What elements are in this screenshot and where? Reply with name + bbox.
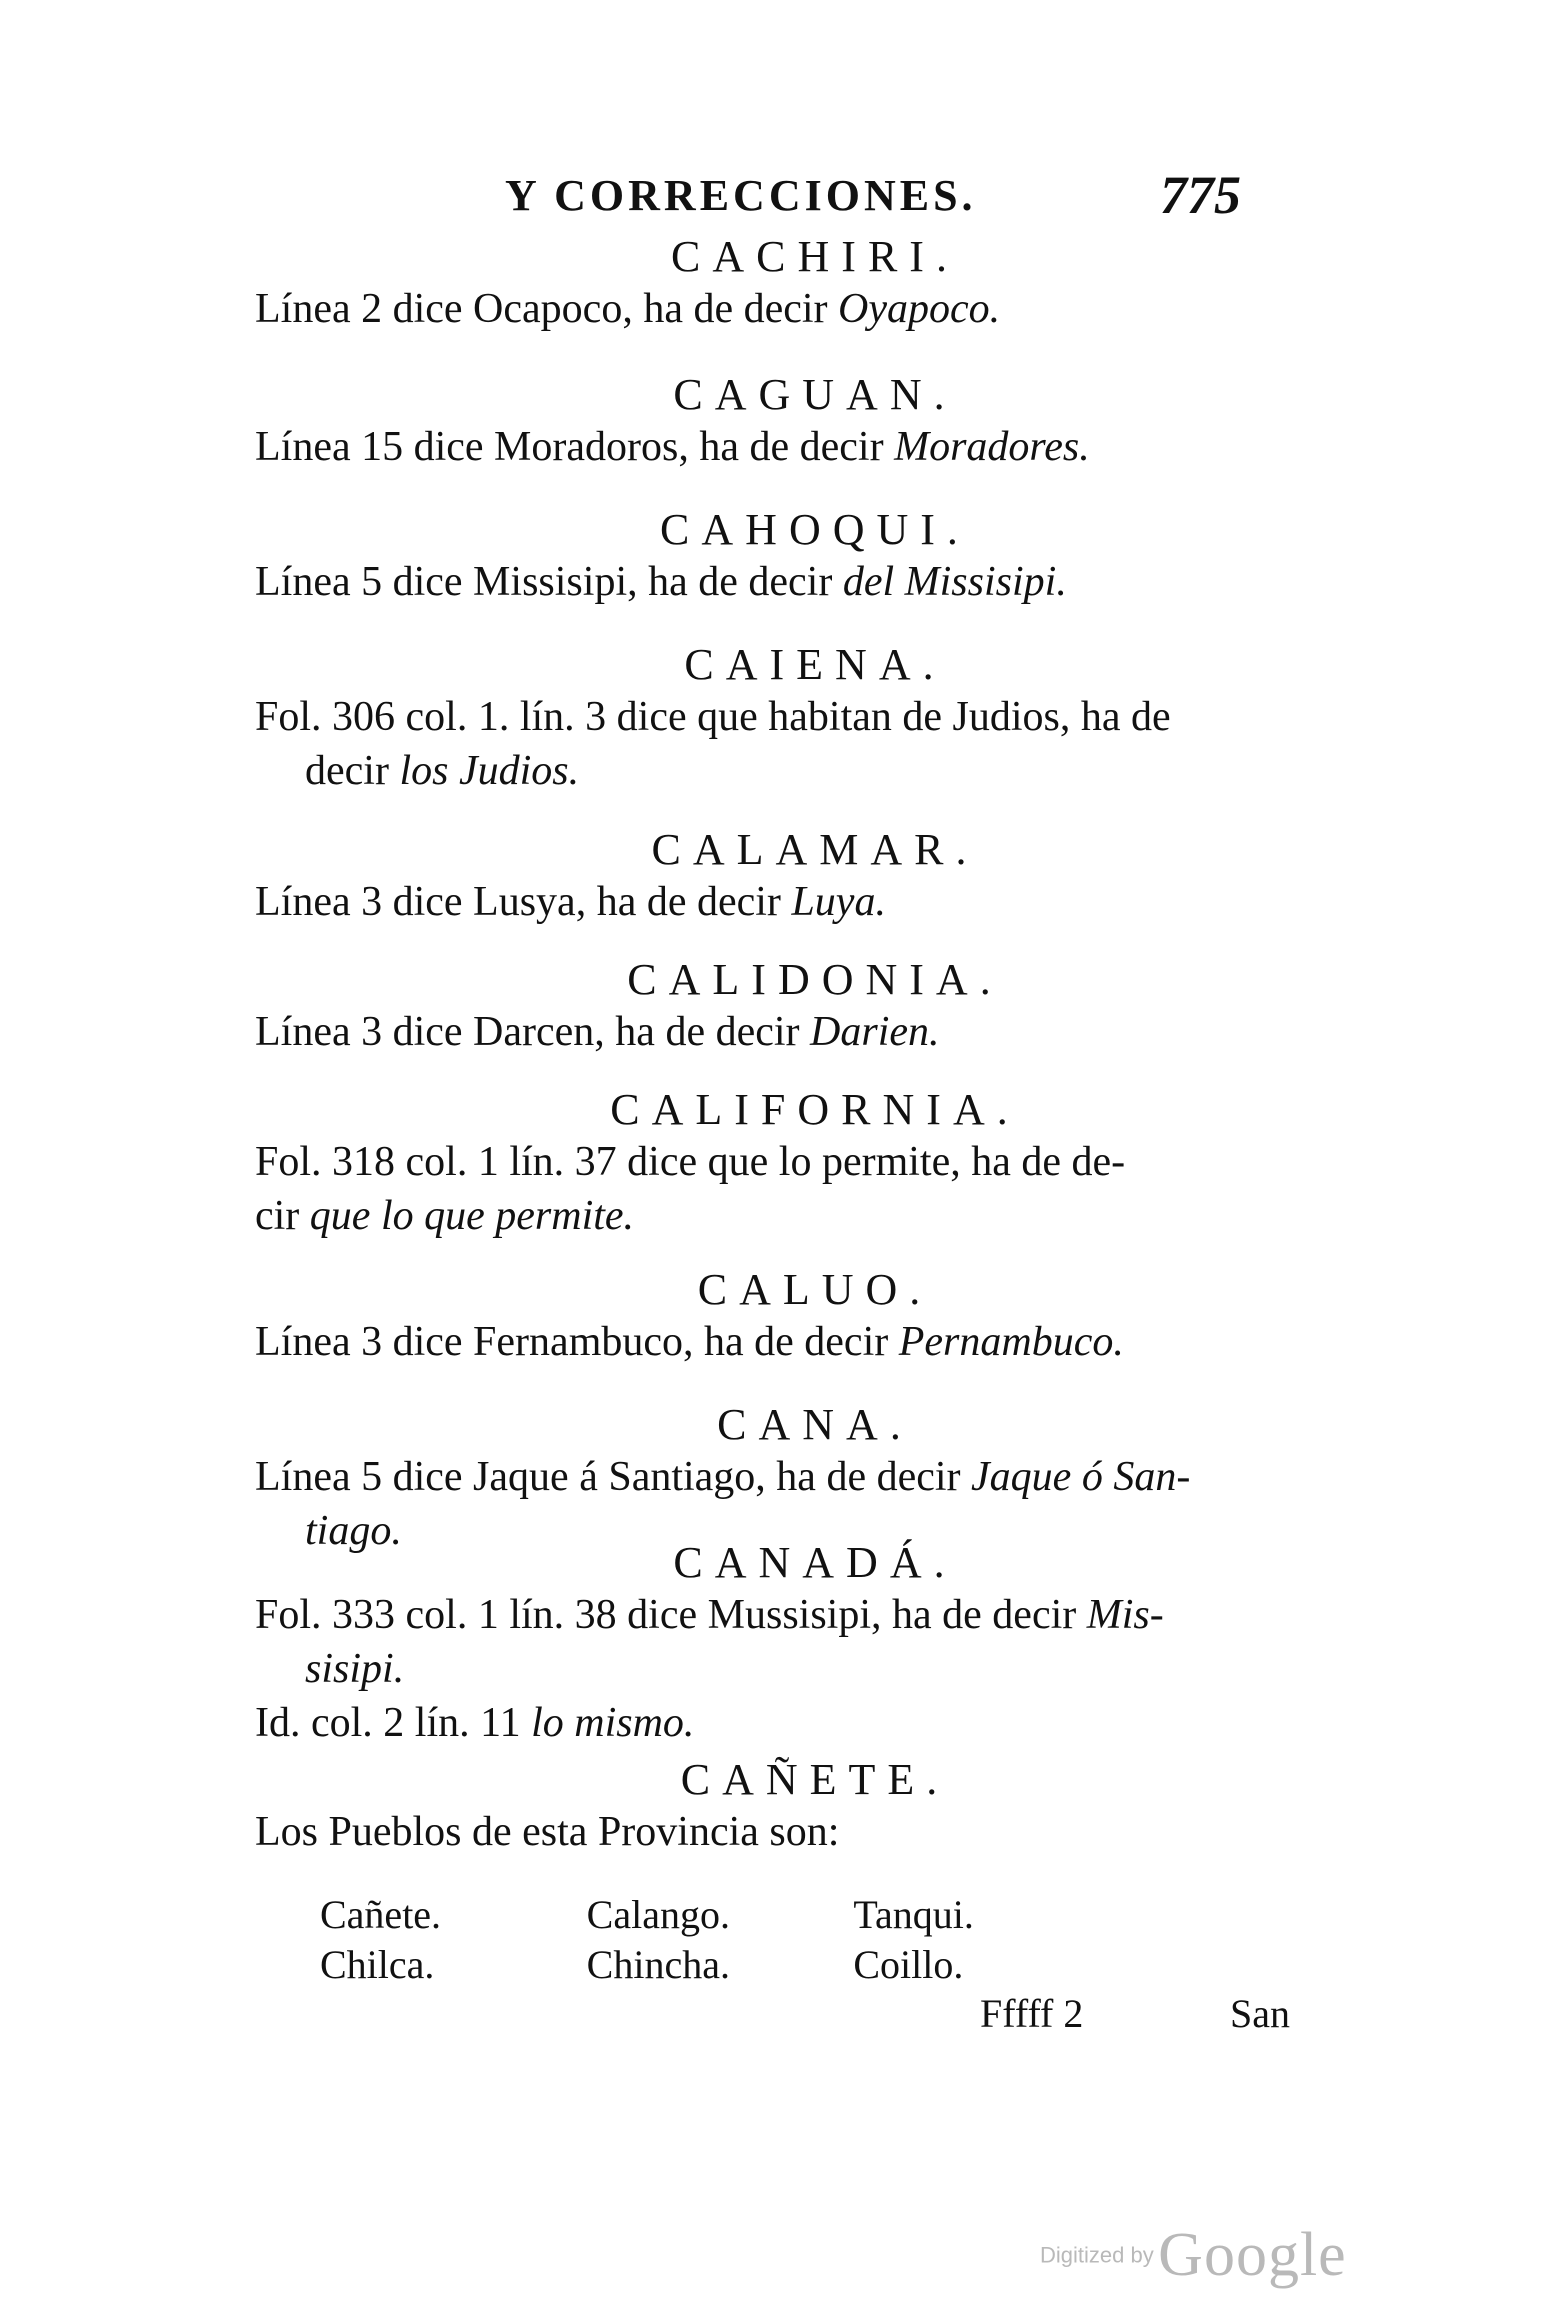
entry-heading: CAHOQUI. <box>660 505 970 554</box>
entry-line: Línea 15 dice Moradoros, ha de decir Moradores. <box>255 424 1090 470</box>
entry-heading: CALIDONIA. <box>627 955 1003 1004</box>
entry-california <box>255 1085 1305 1243</box>
entry-line: sisipi. <box>305 1646 405 1692</box>
entry-line: Id. col. 2 lín. 11 lo mismo. <box>255 1700 695 1746</box>
town-name: Chilca. <box>320 1942 435 1987</box>
entry-line: Línea 3 dice Lusya, ha de decir Luya. <box>255 879 886 925</box>
entry-caluo <box>255 1265 1305 1369</box>
entry-heading: CAGUAN. <box>673 370 957 419</box>
entry-heading: CAÑETE. <box>680 1755 950 1804</box>
entry-line: Fol. 333 col. 1 lín. 38 dice Mussisipi, ha de decir Mis- <box>255 1592 1164 1638</box>
watermark-prefix: Digitized by <box>1040 2242 1154 2268</box>
entry-cana <box>255 1400 1305 1558</box>
entry-line: Fol. 306 col. 1. lín. 3 dice que habitan de Judios, ha de <box>255 694 1171 740</box>
entry-heading: CANA. <box>717 1400 913 1449</box>
town-row <box>320 1940 1120 1990</box>
entry-line: Línea 5 dice Jaque á Santiago, ha de decir Jaque ó San- <box>255 1454 1191 1500</box>
entry-caguan <box>255 370 1305 474</box>
entry-heading: CACHIRI. <box>671 232 959 281</box>
entry-line: Fol. 318 col. 1 lín. 37 dice que lo permite, ha de de- <box>255 1139 1126 1185</box>
entry-cahoqui <box>255 505 1305 609</box>
google-logo: Google <box>1158 2221 1347 2289</box>
entry-line: Los Pueblos de esta Provincia son: <box>255 1809 840 1855</box>
town-row <box>320 1890 1120 1940</box>
entry-heading: CALIFORNIA. <box>610 1085 1020 1134</box>
digitized-watermark <box>1040 2220 1347 2291</box>
entry-heading: CAIENA. <box>684 640 946 689</box>
running-title: Y CORRECCIONES. <box>505 171 977 220</box>
town-name: Calango. <box>586 1892 730 1937</box>
page-number: 775 <box>1160 165 1241 225</box>
entry-line: Línea 3 dice Darcen, ha de decir Darien. <box>255 1009 940 1055</box>
entry-heading: CALAMAR. <box>651 825 979 874</box>
entry-line: Línea 2 dice Ocapoco, ha de decir Oyapoco. <box>255 286 1001 332</box>
entry-line: Línea 3 dice Fernambuco, ha de decir Pernambuco. <box>255 1319 1124 1365</box>
entry-line: Línea 5 dice Missisipi, ha de decir del Missisipi. <box>255 559 1067 605</box>
entry-line: cir que lo que permite. <box>255 1193 635 1239</box>
town-name: Cañete. <box>320 1892 442 1937</box>
entry-heading: CALUO. <box>697 1265 933 1314</box>
entry-heading: CANADÁ. <box>673 1538 957 1587</box>
town-name: Coillo. <box>853 1942 964 1987</box>
town-name: Chincha. <box>586 1942 730 1987</box>
entry-cachiri <box>255 232 1305 336</box>
entry-calidonia <box>255 955 1305 1059</box>
town-name: Tanqui. <box>853 1892 974 1937</box>
signature-mark: Fffff 2 <box>980 1991 1084 2036</box>
entry-line: tiago. <box>305 1508 402 1554</box>
entry-line: decir los Judios. <box>305 748 580 794</box>
entry-canete <box>255 1755 1305 1859</box>
running-head <box>0 165 1551 230</box>
town-list <box>320 1890 1120 1990</box>
entry-canada <box>255 1538 1305 1750</box>
catchword: San <box>1230 1991 1290 2036</box>
entry-calamar <box>255 825 1305 929</box>
entry-caiena <box>255 640 1305 798</box>
